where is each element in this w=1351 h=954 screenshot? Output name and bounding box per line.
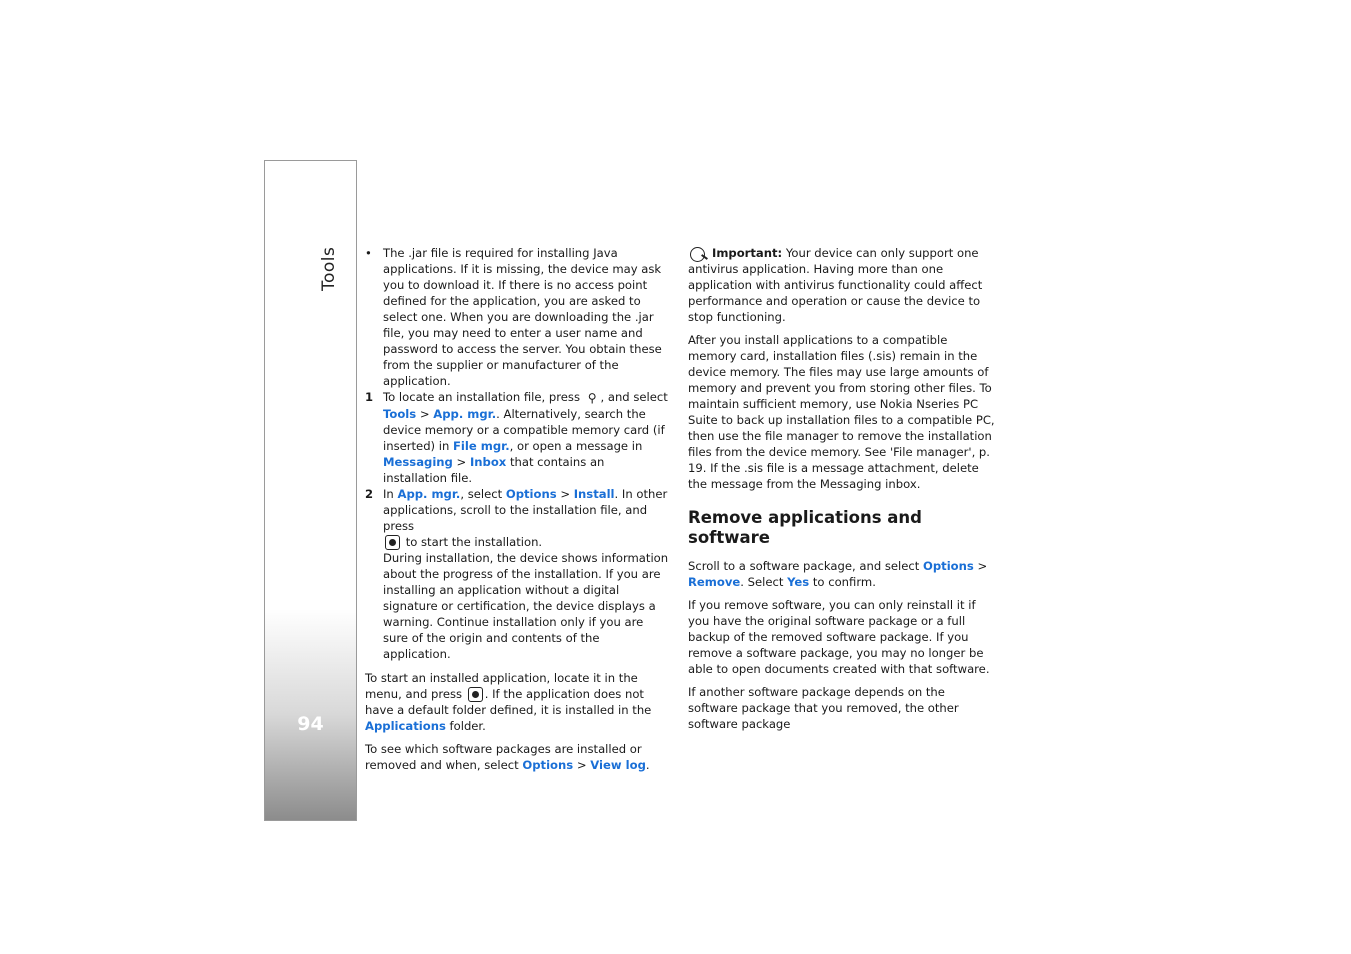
link-tools: Tools — [383, 406, 417, 421]
menu-key-icon: ⚲ — [587, 390, 597, 405]
link-options: Options — [522, 757, 574, 772]
link-inbox: Inbox — [469, 454, 507, 469]
link-options: Options — [505, 486, 557, 501]
link-applications: Applications — [365, 718, 446, 733]
paragraph-install-files: After you install applications to a compatible memory card, installation files (.sis) remain in the device memory. The files may use large amounts of memory and prevent you from storing other files. To maintain sufficient memory, use Nokia Nseries PC Suite to back up installation files to a compatible PC, then use the file manager to remove the installation files from the device memory. See 'File manager', p. 19. If the .sis file is a message attachment, delete the message from the Messaging inbox. — [688, 333, 995, 491]
section-label: Tools — [319, 246, 339, 291]
paragraph-view-log: To see which software packages are installed or removed and when, select Options > View log. — [365, 741, 650, 772]
sidebar — [264, 160, 357, 821]
link-app-mgr: App. mgr. — [397, 486, 461, 501]
section-heading: Remove applications and software — [688, 508, 922, 547]
bullet-jar-file: • The .jar file is required for installing Java applications. If it is missing, the device may ask you to download it. If there is no access point defined for the application, you are asked to select one. When you are downloading the .jar file, you may need to enter a user name and password to access the server. You obtain these from the supplier or manufacturer of the application. — [365, 246, 662, 388]
important-icon — [688, 247, 710, 261]
important-note: Important: Your device can only support one antivirus application. Having more than one application with antivirus functionality could affect performance and operation or cause the device to stop functioning. — [688, 246, 983, 324]
joystick-icon — [385, 535, 400, 550]
right-column — [688, 245, 998, 739]
link-view-log: View log — [590, 757, 646, 772]
link-app-mgr: App. mgr. — [433, 406, 497, 421]
link-messaging: Messaging — [383, 454, 453, 469]
bullet-marker: • — [365, 246, 372, 260]
link-install: Install — [573, 486, 615, 501]
link-remove: Remove — [688, 575, 741, 589]
step-1: 1 To locate an installation file, press ⚲ , and select Tools > App. mgr.. Alternatively, search the device memory or a compatible memory card (if inserted) in File mgr., or open a message in Messaging > Inbox that contains an installation file. — [365, 390, 668, 485]
paragraph-reinstall: If you remove software, you can only reinstall it if you have the original software package or a full backup of the removed software package. If you remove a software package, you may no longer be able to open documents created with that software. — [688, 598, 990, 676]
link-options: Options — [923, 559, 974, 573]
paragraph-remove-steps: Scroll to a software package, and select Options > Remove. Select Yes to confirm. — [688, 559, 988, 589]
paragraph-dependency: If another software package depends on the software package that you removed, the other software package — [688, 685, 959, 731]
left-column — [365, 245, 670, 780]
page-number: 94 — [297, 713, 324, 735]
link-yes: Yes — [787, 575, 810, 589]
paragraph-start-app: To start an installed application, locate it in the menu, and press . If the application does not have a default folder defined, it is installed in the Applications folder. — [365, 670, 652, 733]
step-2: 2 In App. mgr., select Options > Install. In other applications, scroll to the installation file, and press to start the installation. During installation, the device shows information about the progress of the installation. If you are installing an application without a digital signature or certification, the device displays a warning. Continue installation only if you are sure of the origin and contents of the application. — [365, 486, 669, 661]
joystick-icon — [468, 687, 483, 702]
link-file-mgr: File mgr. — [453, 438, 510, 453]
